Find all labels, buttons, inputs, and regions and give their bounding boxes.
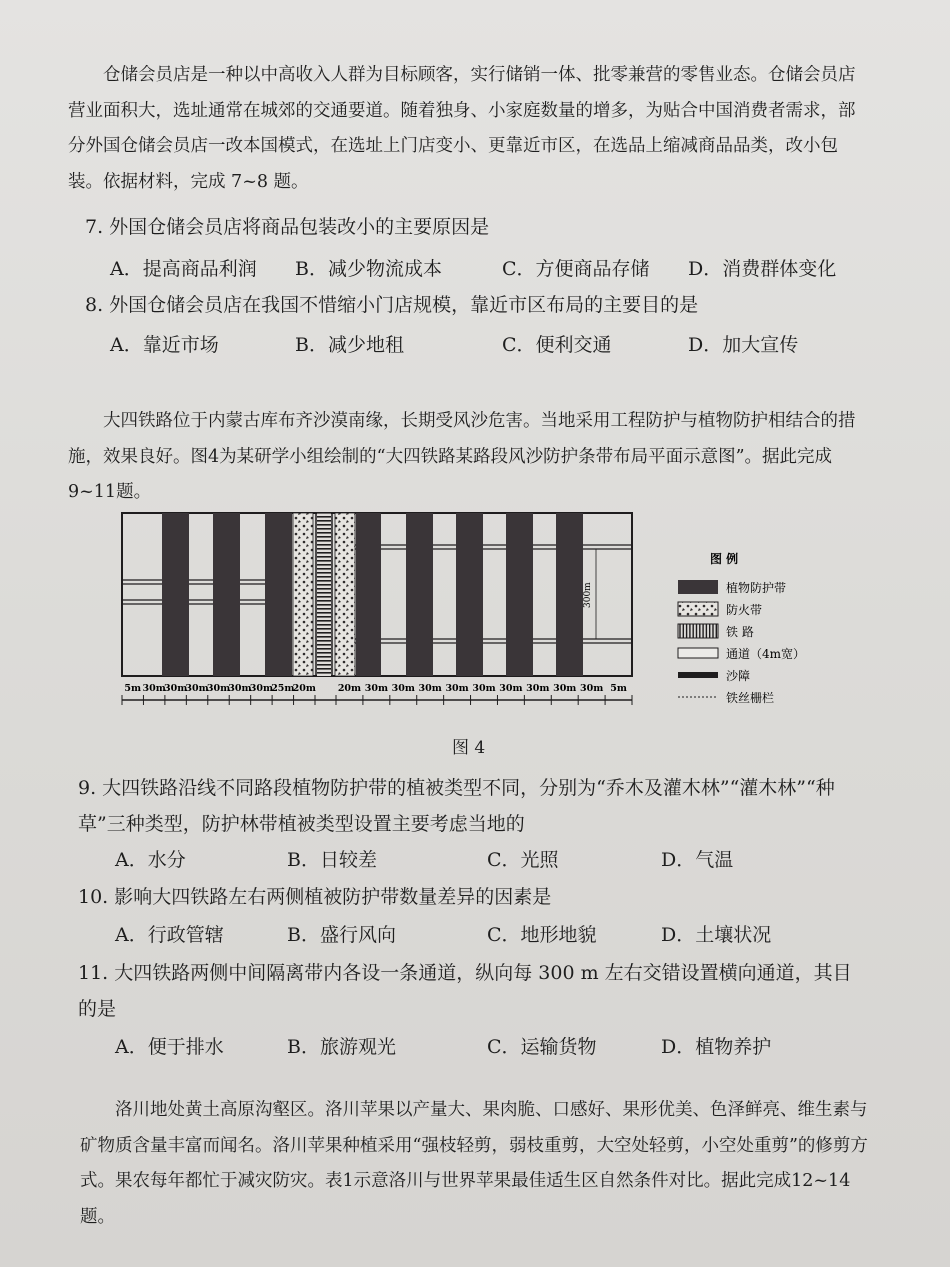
legend: [678, 580, 805, 705]
scale-label: 30m: [228, 683, 252, 694]
option-d[interactable]: D．土壤状况: [661, 924, 772, 946]
passage-apple: [80, 1093, 870, 1235]
scale-label: 5m: [124, 683, 142, 694]
plant-belt: [556, 513, 583, 676]
question-11-options: [115, 1032, 875, 1062]
legend-swatch-railway: [678, 624, 718, 638]
question-9-options: [115, 845, 875, 875]
plant-belt: [356, 513, 381, 676]
scale-label: 30m: [526, 683, 550, 694]
option-b[interactable]: B．减少地租: [295, 334, 404, 356]
option-c[interactable]: C．方便商品存储: [502, 258, 650, 280]
option-b[interactable]: B．盛行风向: [287, 924, 396, 946]
scale-label: 30m: [418, 683, 442, 694]
scale-label: 30m: [472, 683, 496, 694]
fire-belt-right: [335, 513, 355, 676]
option-b[interactable]: B．旅游观光: [287, 1036, 396, 1058]
scale-label: 30m: [206, 683, 231, 694]
legend-swatch-plant-belt: [678, 580, 718, 594]
option-a[interactable]: A．行政管辖: [115, 924, 224, 946]
scale-label: 30m: [249, 683, 274, 694]
plant-belt: [456, 513, 483, 676]
plant-belt: [162, 513, 189, 676]
question-7: [85, 210, 865, 244]
question-7-stem: 7. 外国仓储会员店将商品包装改小的主要原因是: [85, 216, 490, 238]
scale-labels: [124, 683, 626, 694]
scale-label: 30m: [142, 683, 166, 694]
legend-label-wire-fence: 铁丝栅栏: [726, 691, 775, 705]
scale-label: 5m: [610, 683, 627, 694]
question-9: [78, 770, 868, 842]
option-c[interactable]: C．便利交通: [502, 334, 612, 356]
option-a[interactable]: A．提高商品利润: [110, 258, 257, 280]
question-11: [78, 955, 868, 1027]
option-d[interactable]: D．气温: [661, 849, 734, 871]
question-10: [78, 880, 868, 914]
option-a[interactable]: A．水分: [115, 849, 186, 871]
plant-belt: [213, 513, 240, 676]
plant-belt: [406, 513, 433, 676]
passage-apple-text: 洛川地处黄土高原沟壑区。洛川苹果以产量大、果肉脆、口感好、果形优美、色泽鲜亮、维生素与矿物质含量丰富而闻名。洛川苹果种植采用“强枝轻剪，弱枝重剪，大空处轻剪，小空处重剪”的修剪方式。果农每年都忙于减灾防灾。表1示意洛川与世界苹果最佳适生区自然条件对比。据此完成12~14题。: [80, 1100, 868, 1227]
scale-label: 25m: [271, 683, 295, 694]
scale-label: 20m: [292, 683, 316, 694]
question-8-options: [110, 330, 870, 360]
passage-railway: [68, 404, 858, 511]
railway-track: [317, 513, 331, 676]
scale-label: 30m: [499, 683, 523, 694]
fire-belt-left: [293, 513, 313, 676]
legend-swatch-fire-belt: [678, 602, 718, 616]
legend-swatch-passage: [678, 648, 718, 658]
passage-railway-text: 大四铁路位于内蒙古库布齐沙漠南缘，长期受风沙危害。当地采用工程防护与植物防护相结合的措施，效果良好。图4为某研学小组绘制的“大四铁路某路段风沙防护条带布局平面示意图”。据此完成9~11题。: [68, 411, 856, 502]
legend-label-railway: 铁 路: [726, 625, 754, 639]
option-a[interactable]: A．靠近市场: [110, 334, 219, 356]
passage-retail: [68, 58, 868, 200]
option-c[interactable]: C．地形地貌: [487, 924, 597, 946]
legend-label-fire-belt: 防火带: [726, 603, 763, 617]
option-c[interactable]: C．光照: [487, 849, 559, 871]
question-8: [85, 288, 865, 322]
plant-belt: [265, 513, 292, 676]
question-9-stem: 9. 大四铁路沿线不同路段植物防护带的植被类型不同，分别为“乔木及灌木林”“灌木林”“种草”三种类型，防护林带植被类型设置主要考虑当地的: [78, 777, 835, 835]
scale-label: 30m: [579, 683, 604, 694]
passage-retail-text: 仓储会员店是一种以中高收入人群为目标顾客，实行储销一体、批零兼营的零售业态。仓储会员店营业面积大，选址通常在城郊的交通要道。随着独身、小家庭数量的增多，为贴合中国消费者需求，部分外国仓储会员店一改本国模式，在选址上门店变小、更靠近市区，在选品上缩减商品品类，改小包装。依据材料，完成 7~8 题。: [68, 65, 856, 192]
option-c[interactable]: C．运输货物: [487, 1036, 597, 1058]
question-8-stem: 8. 外国仓储会员店在我国不惜缩小门店规模，靠近市区布局的主要目的是: [85, 294, 699, 316]
scale-label: 30m: [391, 683, 415, 694]
scale-label: 30m: [364, 683, 389, 694]
question-11-stem: 11. 大四铁路两侧中间隔离带内各设一条通道，纵向每 300 m 左右交错设置横向通道，其目的是: [78, 962, 852, 1020]
option-b[interactable]: B．日较差: [287, 849, 377, 871]
option-d[interactable]: D．消费群体变化: [688, 258, 837, 280]
option-b[interactable]: B．减少物流成本: [295, 258, 442, 280]
legend-swatch-sand-barrier: [678, 672, 718, 678]
question-7-options: [110, 254, 870, 284]
option-a[interactable]: A．便于排水: [115, 1036, 224, 1058]
spacing-label: 300m: [583, 582, 593, 608]
legend-title: 图 例: [710, 552, 739, 566]
question-10-stem: 10. 影响大四铁路左右两侧植被防护带数量差异的因素是: [78, 886, 552, 908]
scale-label: 30m: [163, 683, 188, 694]
question-10-options: [115, 920, 875, 950]
scale-label: 30m: [445, 683, 469, 694]
plant-belt: [506, 513, 533, 676]
scale-label: 20m: [337, 683, 362, 694]
scale-label: 30m: [185, 683, 209, 694]
scale-label: 30m: [553, 683, 577, 694]
legend-label-passage: 通道（4m宽）: [726, 647, 806, 661]
legend-label-sand-barrier: 沙障: [726, 669, 751, 683]
option-d[interactable]: D．加大宣传: [688, 334, 799, 356]
legend-label-plant-belt: 植物防护带: [726, 581, 787, 595]
figure-4-diagram: [110, 508, 830, 723]
figure-caption: 图 4: [452, 738, 486, 758]
option-d[interactable]: D．植物养护: [661, 1036, 772, 1058]
